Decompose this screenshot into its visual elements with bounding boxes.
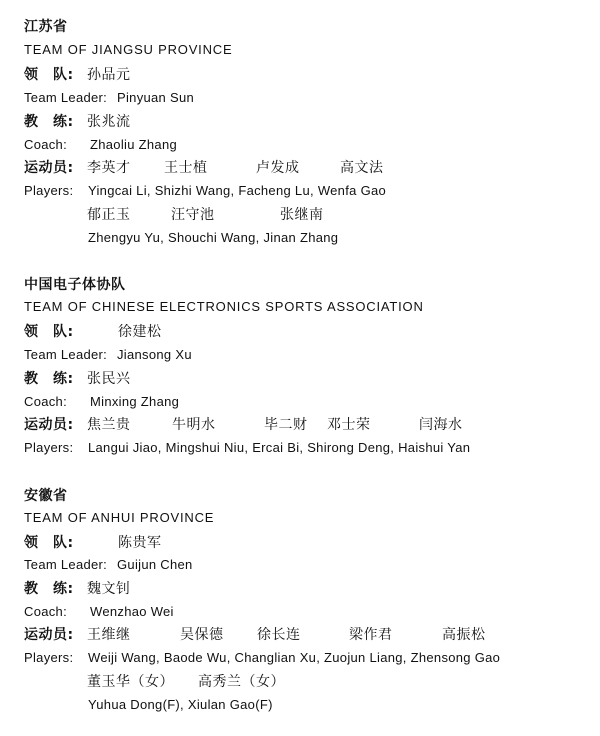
players-names-en: Zhengyu Yu, Shouchi Wang, Jinan Zhang (88, 230, 339, 245)
leader-name-cn: 陈贵军 (118, 535, 162, 551)
players-names-en: Yuhua Dong(F), Xiulan Gao(F) (88, 697, 273, 712)
team-name-cn: 江苏省 (24, 19, 68, 35)
coach-name-en: Zhaoliu Zhang (90, 137, 178, 152)
player-name-cn: 梁作君 (349, 627, 393, 643)
leader-label-en: Team Leader: (24, 557, 108, 572)
player-name-cn: 高振松 (442, 627, 486, 643)
player-name-cn: 王维继 (87, 627, 131, 643)
team-name-en: TEAM OF ANHUI PROVINCE (24, 510, 215, 525)
player-name-cn: 闫海水 (419, 417, 463, 433)
team-name-en: TEAM OF CHINESE ELECTRONICS SPORTS ASSOCIATION (24, 299, 424, 314)
players-label-en: Players: (24, 440, 74, 455)
player-name-cn: 焦兰贵 (87, 417, 131, 433)
leader-label-en: Team Leader: (24, 347, 108, 362)
leader-label-cn: 领 队: (24, 67, 74, 83)
team-name-en: TEAM OF JIANGSU PROVINCE (24, 42, 233, 57)
leader-label-en: Team Leader: (24, 90, 108, 105)
player-name-cn: 卢发成 (256, 160, 300, 176)
players-label-en: Players: (24, 183, 74, 198)
coach-name-en: Minxing Zhang (90, 394, 180, 409)
player-name-cn: 牛明水 (172, 417, 216, 433)
coach-label-cn: 教 练: (24, 371, 74, 387)
coach-label-en: Coach: (24, 604, 67, 619)
player-name-cn: 吴保德 (180, 627, 224, 643)
leader-name-en: Pinyuan Sun (117, 90, 195, 105)
coach-label-cn: 教 练: (24, 581, 74, 597)
coach-label-en: Coach: (24, 137, 67, 152)
player-name-cn: 高文法 (340, 160, 384, 176)
coach-name-en: Wenzhao Wei (90, 604, 174, 619)
player-name-cn: 王士植 (164, 160, 208, 176)
leader-label-cn: 领 队: (24, 535, 74, 551)
player-name-cn: 高秀兰（女） (198, 674, 285, 690)
players-label-en: Players: (24, 650, 74, 665)
player-name-cn: 汪守池 (171, 207, 215, 223)
player-name-cn: 邓士荣 (327, 417, 371, 433)
coach-label-en: Coach: (24, 394, 67, 409)
leader-name-en: Jiansong Xu (117, 347, 192, 362)
coach-name-cn: 魏文钊 (87, 581, 131, 597)
player-name-cn: 徐长连 (257, 627, 301, 643)
player-name-cn: 董玉华（女） (87, 674, 174, 690)
coach-name-cn: 张民兴 (87, 371, 131, 387)
player-name-cn: 郁正玉 (87, 207, 131, 223)
leader-name-en: Guijun Chen (117, 557, 193, 572)
players-label-cn: 运动员: (24, 160, 74, 176)
leader-label-cn: 领 队: (24, 324, 74, 340)
players-names-en: Langui Jiao, Mingshui Niu, Ercai Bi, Shirong Deng, Haishui Yan (88, 440, 471, 455)
player-name-cn: 李英才 (87, 160, 131, 176)
player-name-cn: 张继南 (280, 207, 324, 223)
players-label-cn: 运动员: (24, 417, 74, 433)
coach-label-cn: 教 练: (24, 114, 74, 130)
team-name-cn: 中国电子体协队 (24, 277, 126, 293)
coach-name-cn: 张兆流 (87, 114, 131, 130)
leader-name-cn: 孙品元 (87, 67, 131, 83)
players-label-cn: 运动员: (24, 627, 74, 643)
team-name-cn: 安徽省 (24, 488, 68, 504)
player-name-cn: 毕二财 (264, 417, 308, 433)
players-names-en: Weiji Wang, Baode Wu, Changlian Xu, Zuojun Liang, Zhensong Gao (88, 650, 501, 665)
players-names-en: Yingcai Li, Shizhi Wang, Facheng Lu, Wenfa Gao (88, 183, 387, 198)
leader-name-cn: 徐建松 (118, 324, 162, 340)
